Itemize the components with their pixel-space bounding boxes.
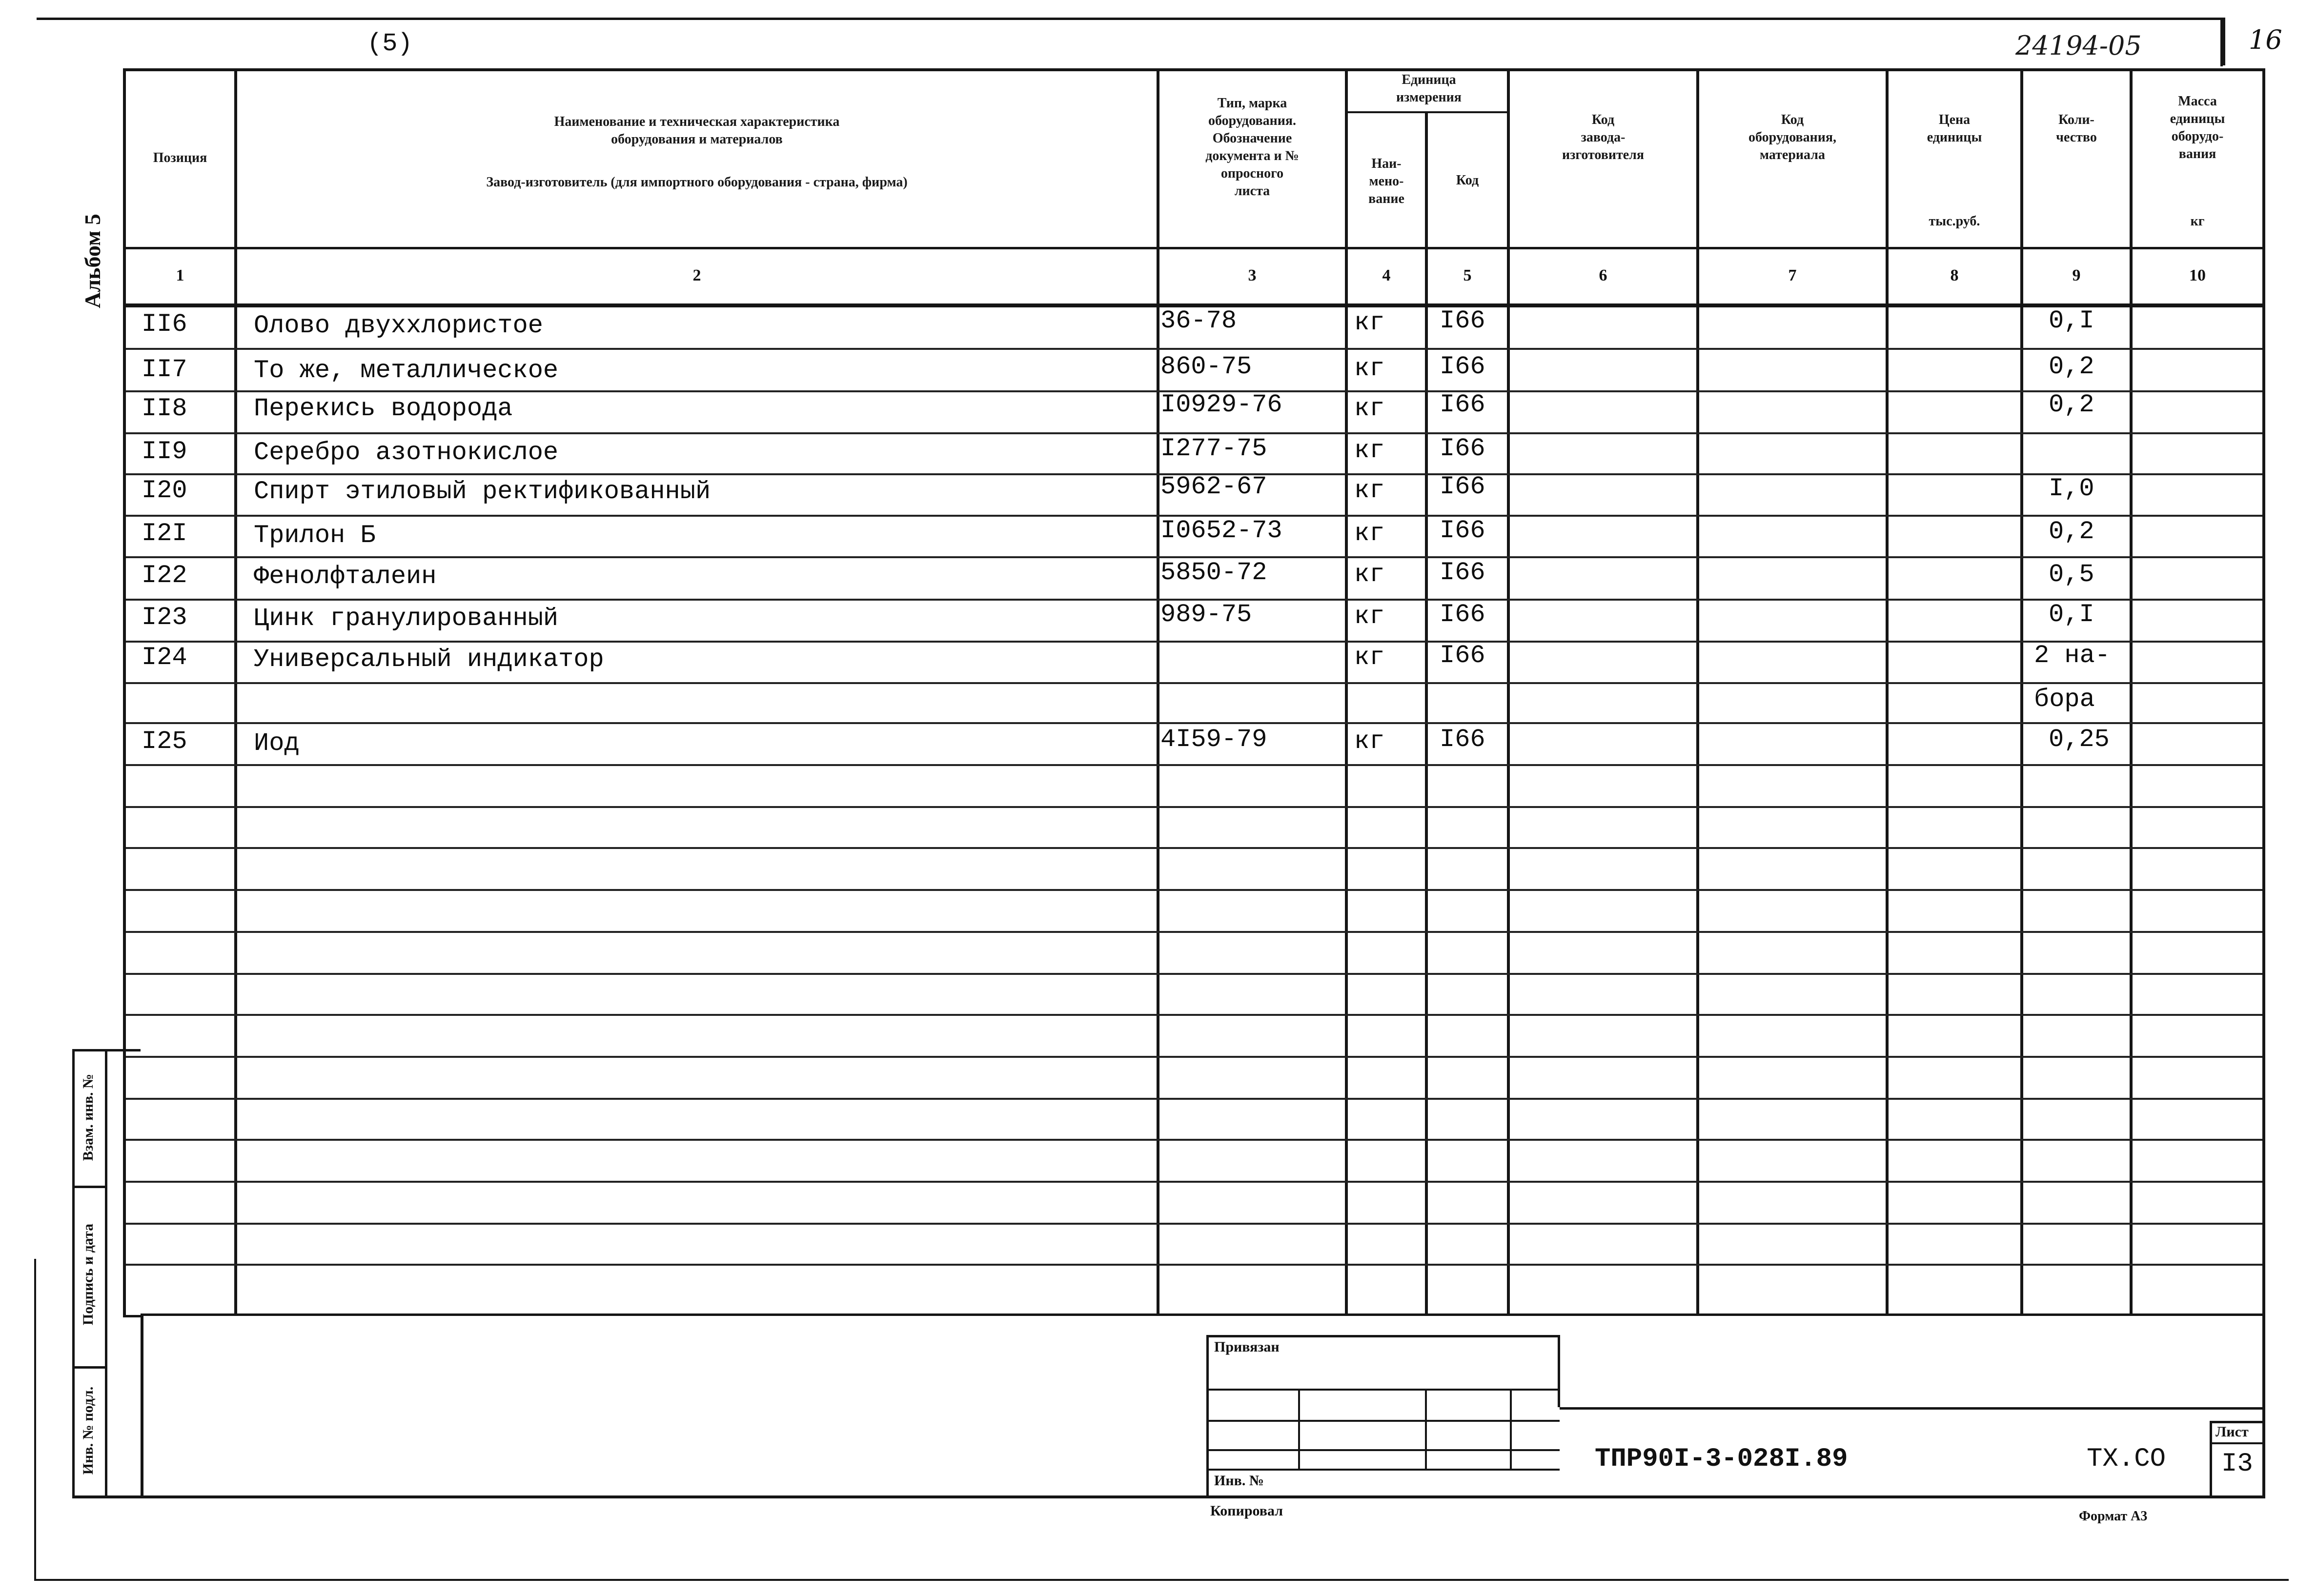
cell-name: Фенолфталеин xyxy=(254,562,437,591)
col-number: 4 xyxy=(1382,266,1391,284)
col-number: 6 xyxy=(1599,266,1607,284)
header-price: Цена единицы xyxy=(1927,112,1982,145)
cell-position: II9 xyxy=(142,437,187,466)
header-quantity: Коли- чество xyxy=(2056,112,2097,145)
cell-unit: кг xyxy=(1354,560,1385,589)
cell-code: I66 xyxy=(1440,641,1485,670)
cell-name: Перекись водорода xyxy=(254,394,513,423)
cell-unit: кг xyxy=(1354,643,1385,672)
col-number: 9 xyxy=(2072,266,2081,284)
cell-quantity: 0,2 xyxy=(2049,390,2094,419)
cell-unit: кг xyxy=(1354,308,1385,337)
cell-code: I66 xyxy=(1440,352,1485,381)
sheet-label: Лист xyxy=(2215,1424,2249,1440)
cell-position: I24 xyxy=(142,643,187,672)
cell-code: I66 xyxy=(1440,472,1485,501)
cell-unit: кг xyxy=(1354,602,1385,631)
copied-label: Копировал xyxy=(1210,1503,1283,1519)
cell-position: II6 xyxy=(142,310,187,339)
cell-quantity: 0,I xyxy=(2049,306,2094,335)
stamp-label-replacement: Взам. инв. № xyxy=(80,1073,96,1161)
cell-name: Спирт этиловый ректификованный xyxy=(254,477,711,506)
cell-position: I22 xyxy=(142,561,187,590)
cell-quantity: 0,2 xyxy=(2049,352,2094,381)
cell-type: 5850-72 xyxy=(1160,558,1267,587)
cell-name: То же, металлическое xyxy=(254,356,559,385)
col-number: 5 xyxy=(1463,266,1472,284)
header-material-code: Код оборудования, материала xyxy=(1748,112,1837,162)
header-name-manufacturer: Завод-изготовитель (для импортного оборудования - страна, фирма) xyxy=(486,175,908,190)
cell-unit: кг xyxy=(1354,394,1385,423)
cell-quantity: 0,5 xyxy=(2049,560,2094,589)
binding-label: Привязан xyxy=(1214,1339,1280,1355)
cell-type: 36-78 xyxy=(1160,306,1237,335)
cell-name: Иод xyxy=(254,729,300,758)
col-number: 2 xyxy=(692,266,701,284)
cell-position: I2I xyxy=(142,519,187,548)
cell-quantity: I,0 xyxy=(2049,474,2094,503)
stamp-label-original: Инв. № подл. xyxy=(80,1386,96,1475)
col-number: 3 xyxy=(1248,266,1257,284)
cell-quantity: 0,2 xyxy=(2049,517,2094,546)
inventory-label: Инв. № xyxy=(1214,1473,1264,1489)
cell-code: I66 xyxy=(1440,306,1485,335)
cell-code: I66 xyxy=(1440,558,1485,587)
cell-position: I25 xyxy=(142,727,187,756)
cell-code: I66 xyxy=(1440,390,1485,419)
sheet-number: I3 xyxy=(2221,1449,2253,1479)
cell-type: 4I59-79 xyxy=(1160,725,1267,754)
cell-type: 5962-67 xyxy=(1160,472,1267,501)
cell-quantity: 2 на- xyxy=(2034,641,2111,670)
cell-name: Цинк гранулированный xyxy=(254,604,559,633)
header-unit-group: Единица измерения xyxy=(1396,72,1462,105)
header-position: Позиция xyxy=(153,150,207,165)
header-name: Наименование и техническая характеристика оборудования и материалов xyxy=(554,114,840,147)
header-price-unit: тыс.руб. xyxy=(1929,214,1980,229)
cell-quantity: 0,25 xyxy=(2049,725,2110,754)
cell-type: I0652-73 xyxy=(1160,516,1282,545)
cell-code: I66 xyxy=(1440,600,1485,629)
cell-type: 860-75 xyxy=(1160,352,1252,381)
header-mass-unit: кг xyxy=(2190,214,2205,229)
cell-quantity: бора xyxy=(2034,685,2095,714)
col-number: 1 xyxy=(176,266,184,284)
cell-name: Олово двуххлористое xyxy=(254,311,543,340)
col-number: 8 xyxy=(1950,266,1959,284)
cell-type: 989-75 xyxy=(1160,600,1252,629)
cell-unit: кг xyxy=(1354,727,1385,756)
header-maker-code: Код завода- изготовителя xyxy=(1562,112,1644,162)
format-label: Формат А3 xyxy=(2079,1509,2148,1524)
sheet-marker: (5) xyxy=(367,29,413,58)
cell-code: I66 xyxy=(1440,725,1485,754)
document-designation: ТПР90I-3-028I.89 xyxy=(1595,1444,1848,1474)
page-number: 16 xyxy=(2249,24,2282,55)
cell-code: I66 xyxy=(1440,434,1485,463)
cell-position: II8 xyxy=(142,394,187,423)
cell-position: I20 xyxy=(142,476,187,505)
album-label: Альбом 5 xyxy=(80,214,105,308)
cell-unit: кг xyxy=(1354,476,1385,505)
col-number: 10 xyxy=(2189,266,2206,284)
col-number: 7 xyxy=(1788,266,1797,284)
cell-position: II7 xyxy=(142,355,187,384)
cell-name: Универсальный индикатор xyxy=(254,645,604,674)
cell-type: I0929-76 xyxy=(1160,390,1282,419)
cell-type: I277-75 xyxy=(1160,434,1267,463)
cell-name: Серебро азотнокислое xyxy=(254,438,559,467)
cell-quantity: 0,I xyxy=(2049,600,2094,629)
header-mass: Масса единицы оборудо- вания xyxy=(2170,94,2225,162)
cell-name: Трилон Б xyxy=(254,521,376,550)
cell-position: I23 xyxy=(142,603,187,632)
stamp-label-signature: Подпись и дата xyxy=(80,1223,96,1326)
cell-unit: кг xyxy=(1354,354,1385,383)
cell-unit: кг xyxy=(1354,519,1385,548)
handwritten-doc-number: 24194-05 xyxy=(2015,30,2142,61)
header-unit-name: Наи- мено- вание xyxy=(1368,156,1404,206)
document-code: ТХ.СО xyxy=(2087,1444,2166,1474)
cell-code: I66 xyxy=(1440,516,1485,545)
header-type: Тип, марка оборудования. Обозначение документа и № опросного листа xyxy=(1205,96,1299,199)
cell-unit: кг xyxy=(1354,436,1385,465)
header-unit-code: Код xyxy=(1456,173,1479,188)
